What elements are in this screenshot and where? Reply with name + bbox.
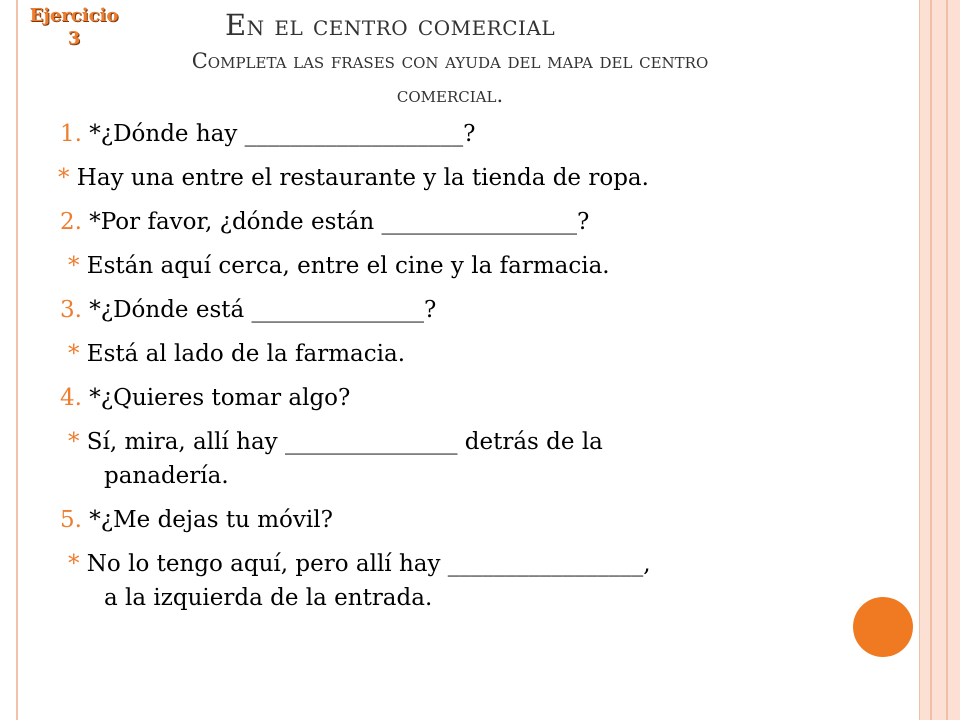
item-number: 3. [60, 297, 82, 323]
page-title: En el centro comercial [225, 8, 556, 42]
answer-line [68, 553, 651, 576]
answer-line [68, 431, 603, 454]
question-text: *¿Me dejas tu móvil? [89, 507, 333, 533]
question-line [60, 211, 589, 234]
answer-text: No lo tengo aquí, pero allí hay _________________, [79, 551, 651, 577]
exercise-label-text: Ejercicio [29, 5, 119, 26]
answer-line [58, 167, 649, 190]
question-line [60, 123, 476, 146]
answer-text: Está al lado de la farmacia. [79, 341, 406, 367]
answer-line [68, 255, 610, 278]
answer-text: Hay una entre el restaurante y la tienda de ropa. [69, 165, 649, 191]
answer-star: * [68, 551, 80, 577]
question-text: *¿Quieres tomar algo? [89, 385, 351, 411]
answer-star: * [68, 429, 80, 455]
question-line [60, 387, 350, 410]
exercise-number: 3 [67, 28, 81, 49]
page-subtitle [90, 44, 810, 112]
answer-continuation: panadería. [104, 463, 229, 489]
item-number: 2. [60, 209, 82, 235]
question-text: *¿Dónde hay ___________________? [89, 121, 476, 147]
question-text: *Por favor, ¿dónde están _________________? [89, 209, 590, 235]
right-decorative-border [919, 0, 960, 720]
question-line [60, 509, 333, 532]
answer-star: * [68, 341, 80, 367]
border-stripe [930, 0, 932, 720]
subtitle-line-1: Completa las frases con ayuda del mapa del centro [191, 49, 709, 73]
answer-text: Sí, mira, allí hay _______________ detrás de la [79, 429, 603, 455]
answer-star: * [58, 165, 70, 191]
decorative-orange-circle [853, 597, 913, 657]
item-number: 1. [60, 121, 82, 147]
subtitle-line-2: comercial. [396, 83, 504, 107]
answer-continuation: a la izquierda de la entrada. [104, 585, 433, 611]
item-number: 4. [60, 385, 82, 411]
answer-star: * [68, 253, 80, 279]
border-stripe [946, 0, 948, 720]
left-guide-line [16, 0, 18, 720]
question-line [60, 299, 436, 322]
answer-line [68, 343, 405, 366]
question-text: *¿Dónde está _______________? [89, 297, 437, 323]
answer-text: Están aquí cerca, entre el cine y la farmacia. [79, 253, 610, 279]
item-number: 5. [60, 507, 82, 533]
